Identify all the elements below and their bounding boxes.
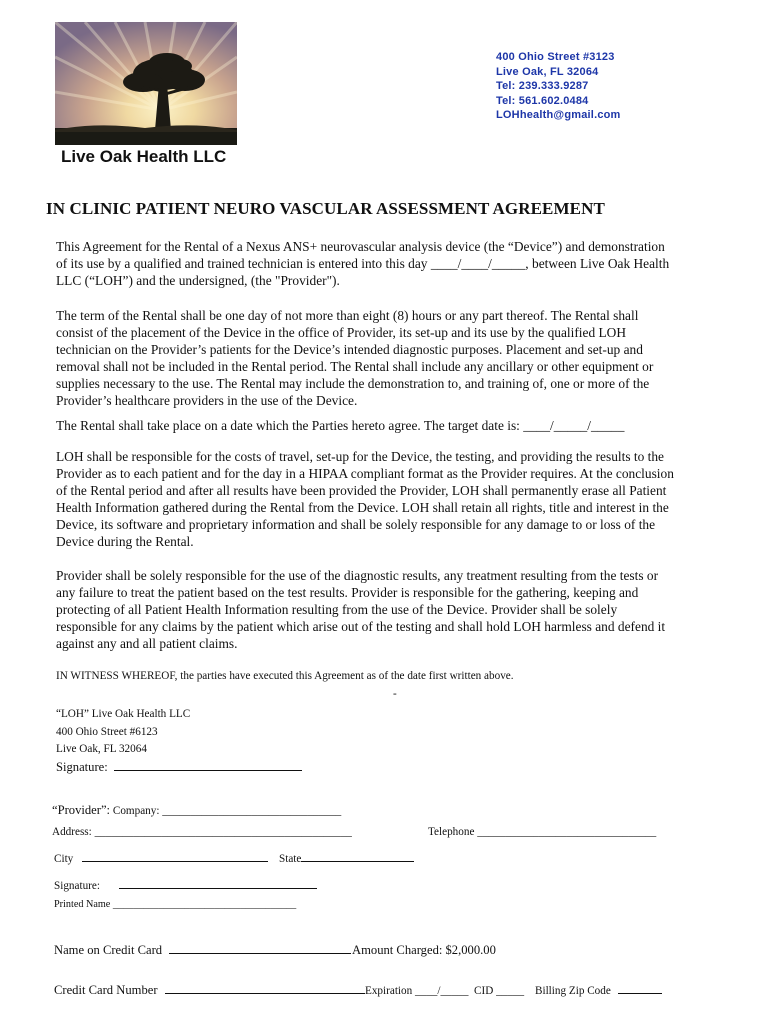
provider-telephone-field[interactable]: Telephone ________________________________ — [428, 826, 657, 838]
provider-state-label: State — [279, 853, 302, 865]
billing-zip-field[interactable] — [618, 993, 662, 994]
expiration-field[interactable]: Expiration ____/_____ — [365, 985, 469, 997]
cid-field[interactable]: CID _____ — [474, 985, 525, 997]
live-oak-tree-logo — [55, 22, 237, 145]
card-name-field[interactable] — [169, 953, 351, 954]
contact-city: Live Oak, FL 32064 — [496, 65, 599, 78]
contact-street: 400 Ohio Street #3123 — [496, 51, 615, 63]
paragraph-provider-responsibility: Provider shall be solely responsible for the use of the diagnostic results, any treatment resulting from the tests or any failure to treat the patient based on the test results. Provider is responsible for the gathering, keeping and protecting of all Patient Health Information resulting from the use of the Device. Provider shall be solely responsible for any claims by the patient which arise out of the testing and shall hold LOH harmless and defend it against any and all patient claims. — [56, 568, 666, 652]
provider-company-row — [52, 803, 341, 818]
loh-street: 400 Ohio Street #6123 — [56, 726, 158, 738]
contact-email: LOHhealth@gmail.com — [496, 109, 621, 121]
billing-zip-label: Billing Zip Code — [535, 985, 611, 997]
provider-printed-name-field[interactable]: Printed Name ____________________________________ — [54, 899, 297, 910]
provider-signature-field[interactable] — [119, 888, 317, 889]
company-name: Live Oak Health LLC — [61, 147, 227, 166]
provider-address-field[interactable]: Address: ______________________________________________ — [52, 826, 352, 838]
contact-phone-1: Tel: 239.333.9287 — [496, 80, 589, 92]
loh-city: Live Oak, FL 32064 — [56, 743, 147, 755]
provider-label: “Provider”: — [52, 803, 111, 817]
card-name-row — [54, 943, 351, 958]
card-number-row — [54, 983, 365, 998]
witness-statement: IN WITNESS WHEREOF, the parties have executed this Agreement as of the date first written above. — [56, 670, 514, 682]
tree-logo-graphic — [55, 22, 237, 145]
loh-signature-field[interactable] — [114, 770, 302, 771]
document-title: IN CLINIC PATIENT NEURO VASCULAR ASSESSMENT AGREEMENT — [46, 199, 605, 218]
provider-city-row — [54, 853, 268, 865]
loh-signature-row — [56, 760, 302, 775]
card-name-label: Name on Credit Card — [54, 943, 163, 957]
loh-name: “LOH” Live Oak Health LLC — [56, 708, 191, 720]
provider-state-field[interactable] — [301, 861, 414, 862]
billing-zip-row — [535, 985, 662, 997]
provider-city-field[interactable] — [82, 861, 268, 862]
card-number-label: Credit Card Number — [54, 983, 158, 997]
card-number-field[interactable] — [165, 993, 365, 994]
paragraph-target-date: The Rental shall take place on a date which the Parties hereto agree. The target date is: ____/_____/_____ — [56, 418, 625, 433]
paragraph-rental-intro: This Agreement for the Rental of a Nexus ANS+ neurovascular analysis device (the “Device”) and demonstration of its use by a qualified and trained technician is entered into this day ____/____/_____, between Live Oak Health LLC (“LOH”) and the undersigned, (the "Provider"). — [56, 239, 670, 289]
provider-city-label: City — [54, 853, 74, 865]
provider-signature-label: Signature: — [54, 880, 100, 892]
loh-signature-label: Signature: — [56, 760, 108, 774]
provider-signature-row — [54, 880, 317, 892]
provider-state-row — [279, 853, 414, 865]
paragraph-loh-responsibility: LOH shall be responsible for the costs of travel, set-up for the Device, the testing, and providing the results to the Provider as to each patient and for the day in a HIPAA compliant format as the Provider requires. At the conclusion of the Rental period and after all results have been provided the Provider, LOH shall permanently erase all Patient Health Information gathered during the Rental from the Device. LOH shall retain all rights, title and interest in the Device, its software and proprietary information and shall be solely responsible for any damage to or loss of the Device during the Rental. — [56, 449, 674, 550]
paragraph-term: The term of the Rental shall be one day of not more than eight (8) hours or any part thereof. The Rental shall consist of the placement of the Device in the office of Provider, its set-up and its use by the qualified LOH technician on the Provider’s patients for the Device’s intended diagnostic purposes. Placement and set-up and removal shall not be included in the Rental period. The Rental shall include any ancillary or other equipment or supplies necessary to the use. The Rental may include the demonstration to, and training of, one or more of the Provider’s healthcare providers in the use of the Device. — [56, 308, 654, 409]
provider-company-field[interactable]: Company: ________________________________ — [112, 805, 342, 817]
amount-charged: Amount Charged: $2,000.00 — [352, 943, 496, 957]
contact-info — [496, 50, 621, 123]
separator-dash: - — [393, 688, 397, 700]
contact-phone-2: Tel: 561.602.0484 — [496, 94, 589, 107]
